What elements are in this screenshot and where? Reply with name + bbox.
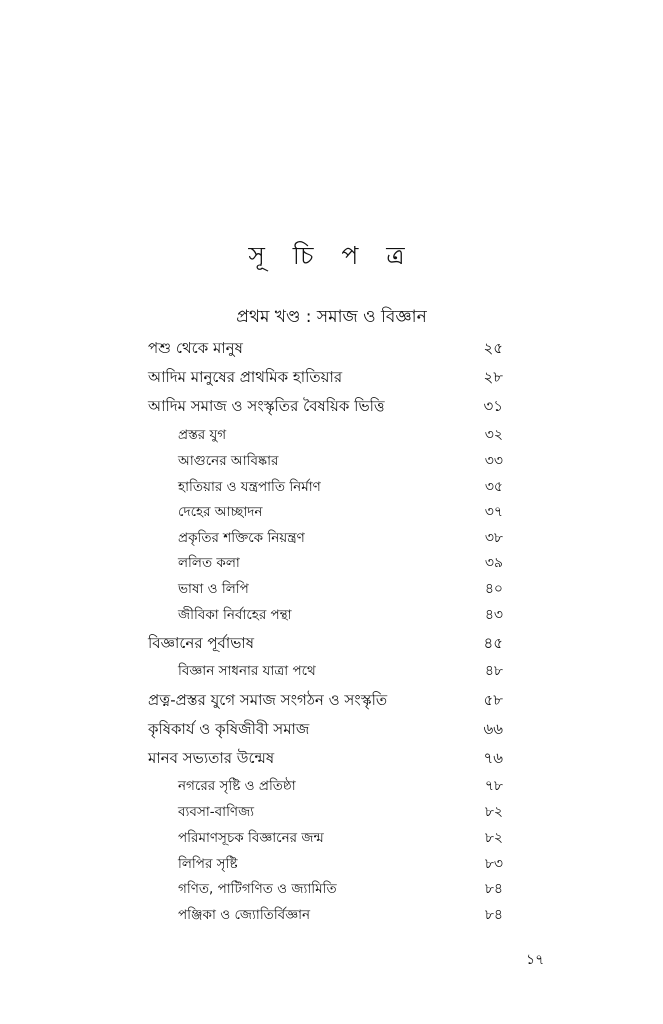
toc-entry <box>178 902 503 928</box>
toc-entry <box>178 602 503 628</box>
toc-entry-page: ৮৪ <box>484 907 503 923</box>
toc-entry-label: পরিমাণসূচক বিজ্ঞানের জন্ম <box>178 829 324 846</box>
toc-entry-label: আদিম মানুষের প্রাথমিক হাতিয়ার <box>148 367 343 386</box>
toc-entry-label: দেহের আচ্ছাদন <box>178 503 263 520</box>
toc-entry-label: বিজ্ঞানের পূর্বাভাষ <box>148 633 255 652</box>
toc-entry <box>148 717 503 743</box>
toc-entry-label: হাতিয়ার ও যন্ত্রপাতি নির্মাণ <box>178 478 321 495</box>
toc-entry-page: ৪৩ <box>484 607 503 623</box>
toc-entry-page: ৩৫ <box>484 479 503 495</box>
toc-entry <box>178 658 503 684</box>
toc-entry-page: ৬৬ <box>483 719 503 738</box>
toc-entry-page: ৩৩ <box>484 453 503 469</box>
toc-entry-page: ৩২ <box>484 427 503 443</box>
toc-entry <box>178 799 503 825</box>
toc-entry-label: প্রত্ন-প্রস্তর যুগে সমাজ সংগঠন ও সংস্কৃতি <box>148 690 388 709</box>
toc-entry-label: ললিত কলা <box>178 554 240 571</box>
toc-entry <box>148 631 503 657</box>
toc-entry <box>178 851 503 877</box>
toc-entry-label: মানব সভ্যতার উন্মেষ <box>148 748 275 767</box>
toc-entry-page: ৪৮ <box>484 663 503 679</box>
toc-entry-page: ২৫ <box>483 338 503 357</box>
toc-entry-label: গণিত, পাটিগণিত ও জ্যামিতি <box>178 880 337 897</box>
toc-entry <box>178 422 503 448</box>
toc-entry-page: ৪৫ <box>483 633 503 652</box>
toc-entry-page: ৩৭ <box>484 504 503 520</box>
toc-entry-page: ২৮ <box>483 367 503 386</box>
toc-entry-label: প্রকৃতির শক্তিকে নিয়ন্ত্রণ <box>178 529 305 546</box>
toc-entry-page: ৫৮ <box>483 690 503 709</box>
toc-entry <box>178 825 503 851</box>
toc-entry-page: ৩৯ <box>484 555 503 571</box>
toc-entry <box>178 576 503 602</box>
toc-entry <box>148 746 503 772</box>
toc-entry <box>148 394 503 420</box>
toc-entry-label: নগরের সৃষ্টি ও প্রতিষ্ঠা <box>178 777 296 794</box>
toc-entry-label: বিজ্ঞান সাধনার যাত্রা পথে <box>178 662 316 679</box>
toc-entry-label: প্রস্তর যুগ <box>178 426 227 443</box>
toc-entry <box>178 876 503 902</box>
toc-entry <box>178 499 503 525</box>
toc-entry <box>178 448 503 474</box>
toc-entry-label: পঞ্জিকা ও জ্যোতির্বিজ্ঞান <box>178 906 311 923</box>
toc-entry-page: ৭৬ <box>483 748 503 767</box>
toc-entry-label: আগুনের আবিষ্কার <box>178 452 279 469</box>
section-heading: প্রথম খণ্ড : সমাজ ও বিজ্ঞান <box>236 307 427 327</box>
toc-entry-label: জীবিকা নির্বাহের পন্থা <box>178 606 292 623</box>
toc-entry-page: ৪০ <box>484 581 503 597</box>
toc-entry-page: ৩৮ <box>484 530 503 546</box>
toc-entry-page: ৮৩ <box>484 856 503 872</box>
toc-entry <box>148 336 503 362</box>
toc-entry-label: পশু থেকে মানুষ <box>148 338 243 357</box>
toc-entry-label: কৃষিকার্য ও কৃষিজীবী সমাজ <box>148 719 310 738</box>
toc-entry-label: লিপির সৃষ্টি <box>178 855 238 872</box>
toc-entry <box>178 525 503 551</box>
toc-entry-page: ৭৮ <box>484 778 503 794</box>
toc-entry <box>148 688 503 714</box>
toc-entry-page: ৮২ <box>484 804 503 820</box>
toc-entry <box>148 365 503 391</box>
page-title: সূ চি প ত্র <box>248 241 415 270</box>
toc-entry <box>178 474 503 500</box>
toc-entry-page: ৩১ <box>483 396 503 415</box>
toc-entry-label: ভাষা ও লিপি <box>178 580 249 597</box>
page-number: ১৭ <box>526 952 545 968</box>
toc-entry-page: ৮৪ <box>484 881 503 897</box>
toc-entry-page: ৮২ <box>484 830 503 846</box>
toc-entry-label: আদিম সমাজ ও সংস্কৃতির বৈষয়িক ভিত্তি <box>148 396 385 415</box>
toc-entry <box>178 773 503 799</box>
toc-entry <box>178 550 503 576</box>
toc-entry-label: ব্যবসা-বাণিজ্য <box>178 803 255 820</box>
